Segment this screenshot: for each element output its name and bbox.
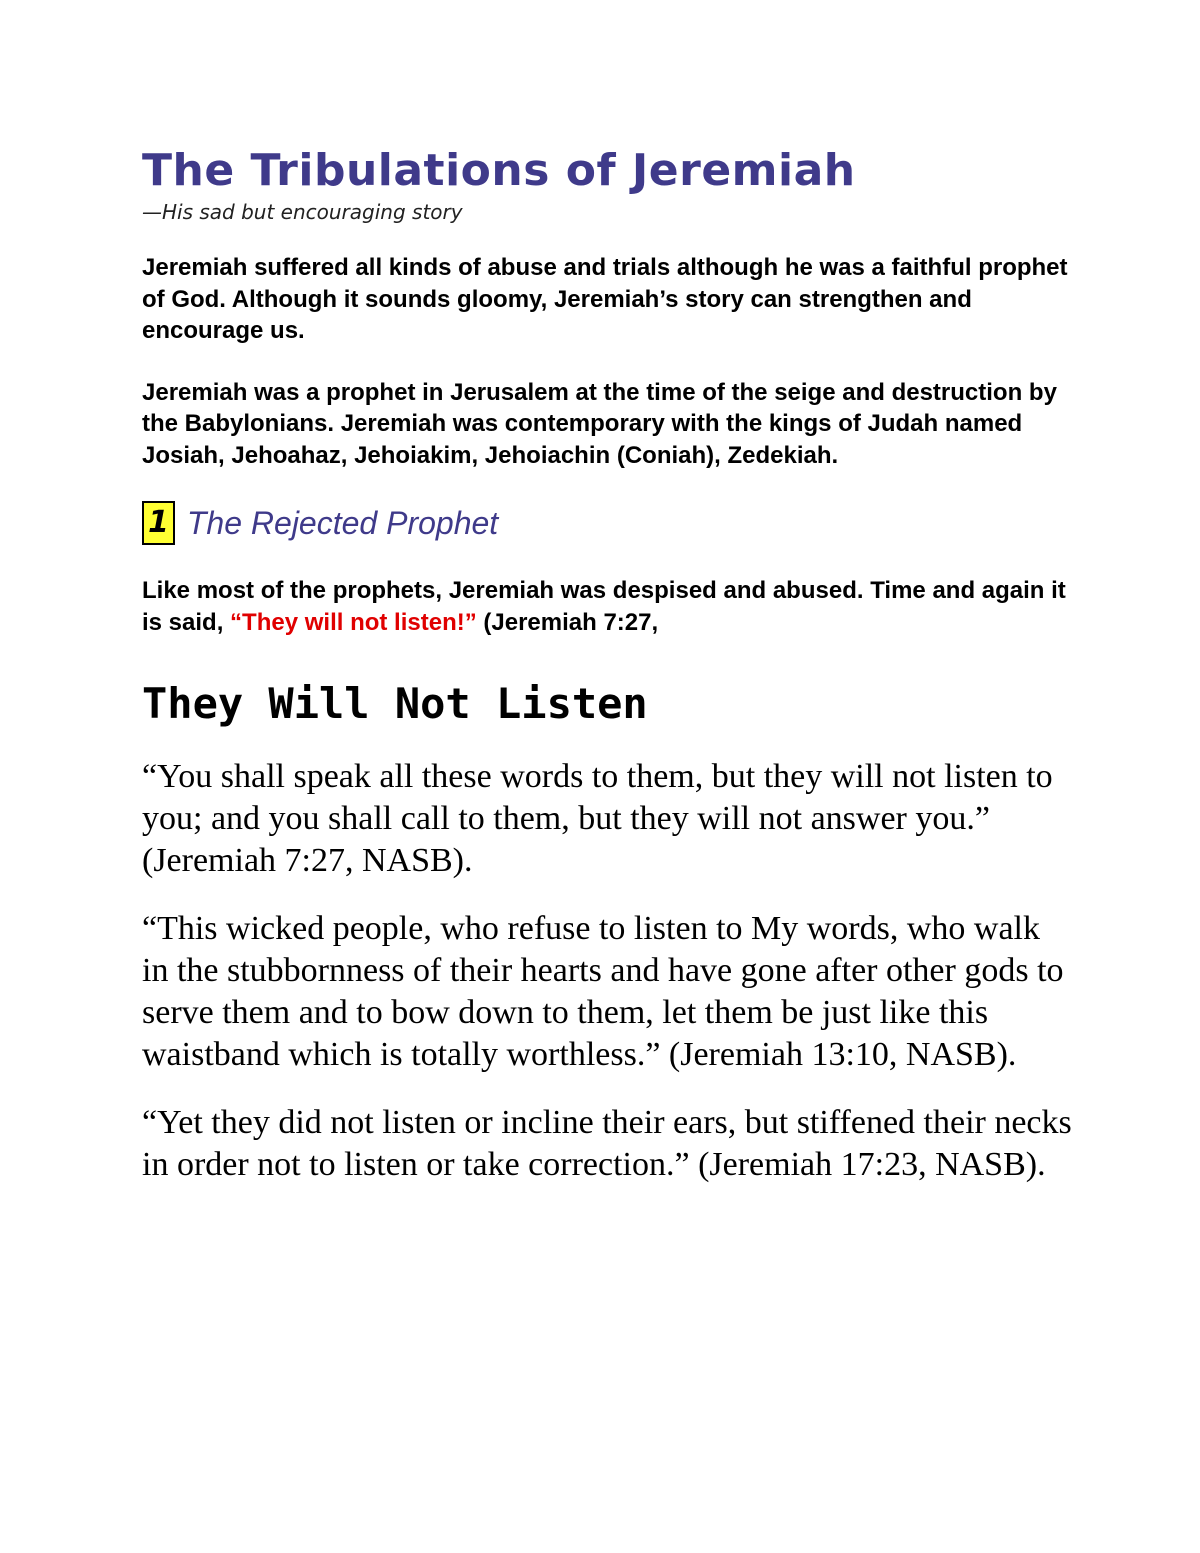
- document-body: [142, 140, 1072, 1186]
- section-number-badge: 1: [142, 501, 175, 545]
- section-heading-text: The Rejected Prophet: [186, 505, 499, 541]
- scripture-quote: “You shall speak all these words to them, but they will not listen to you; and you shall call to them, but they will not answer you.” (Jeremiah 7:27, NASB).: [142, 758, 1053, 879]
- intro-paragraph: Jeremiah was a prophet in Jerusalem at the time of the seige and destruction by the Babylonians. Jeremiah was contemporary with the kings of Judah named Josiah, Jehoahaz, Jehoiakim, Jehoiachin (Coniah), Zedekiah.: [142, 378, 1057, 469]
- scripture-quote: “Yet they did not listen or incline their ears, but stiffened their necks in order not to listen or take correction.” (Jeremiah 17:23, NASB).: [142, 1104, 1072, 1183]
- section-highlight-quote: “They will not listen!”: [230, 608, 477, 636]
- document-title: The Tribulations of Jeremiah: [142, 145, 856, 196]
- scripture-quote: “This wicked people, who refuse to listen to My words, who walk in the stubbornness of their hearts and have gone after other gods to serve them and to bow down to them, let them be just like this waistband which is totally worthless.” (Jeremiah 13:10, NASB).: [142, 910, 1064, 1073]
- section-paragraph: [142, 575, 1072, 638]
- subheading: They Will Not Listen: [142, 679, 648, 728]
- intro-paragraph: Jeremiah suffered all kinds of abuse and trials although he was a faithful prophet of God. Although it sounds gloomy, Jeremiah’s story can strengthen and encourage us.: [142, 254, 1068, 344]
- document-subtitle: —His sad but encouraging story: [142, 200, 463, 224]
- section-text-before: Like most of the prophets, Jeremiah was despised and abused. Time and again it is said,: [142, 577, 1066, 636]
- section-text-after: (Jeremiah 7:27,: [476, 608, 659, 636]
- section-heading: [142, 501, 1072, 545]
